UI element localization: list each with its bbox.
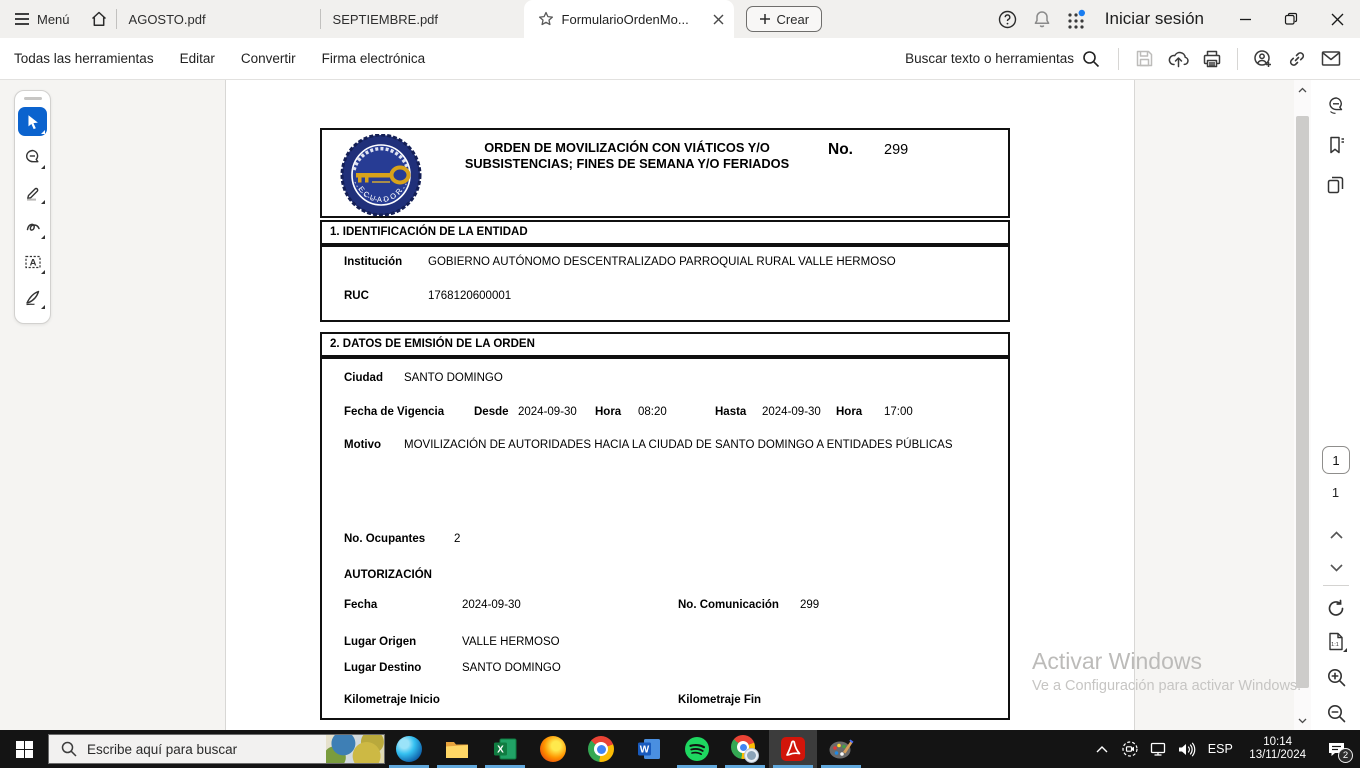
page-fit-button[interactable] <box>1319 626 1353 656</box>
tab-label: FormularioOrdenMo... <box>561 11 689 27</box>
plus-icon <box>759 13 771 25</box>
bell-icon <box>1033 10 1051 29</box>
section2-body-box <box>320 357 1010 720</box>
scrollbar-thumb[interactable] <box>1296 116 1309 688</box>
desde-value[interactable]: 2024-09-30 <box>518 406 577 418</box>
cursor-arrow-icon <box>24 113 41 130</box>
signature-pen-icon <box>24 288 42 306</box>
home-icon <box>90 10 108 28</box>
autorizacion-title: AUTORIZACIÓN <box>344 569 432 581</box>
quick-tools-palette <box>14 90 51 324</box>
tray-clock[interactable] <box>1241 736 1314 762</box>
sign-tool[interactable] <box>18 282 47 311</box>
search-label: Buscar texto o herramientas <box>905 51 1074 66</box>
tray-hidden-icons-button[interactable] <box>1089 730 1115 768</box>
menu-all-tools[interactable]: Todas las herramientas <box>14 51 154 66</box>
document-title: ORDEN DE MOVILIZACIÓN CON VIÁTICOS Y/O SUBSISTENCIAS; FINES DE SEMANA Y/O FERIADOS <box>464 140 790 171</box>
home-button[interactable] <box>82 0 116 38</box>
tray-time: 10:14 <box>1263 736 1293 748</box>
chrome-icon <box>588 736 614 762</box>
section1-header-box <box>320 220 1010 245</box>
edge-icon <box>396 736 422 762</box>
ruc-value[interactable]: 1768120600001 <box>428 290 512 302</box>
right-tools-rail <box>1311 80 1360 730</box>
menu-label: Menú <box>37 11 70 27</box>
order-no-label: No. <box>828 141 853 158</box>
page-number-input[interactable]: 1 <box>1322 446 1350 474</box>
minimize-button[interactable] <box>1222 0 1268 38</box>
search-box-art[interactable] <box>326 735 384 763</box>
vertical-scrollbar[interactable] <box>1294 80 1311 730</box>
ruc-label: RUC <box>344 290 369 302</box>
left-panel <box>0 80 226 730</box>
ciudad-label: Ciudad <box>344 372 383 384</box>
scroll-down-arrow[interactable] <box>1294 713 1311 728</box>
email-button[interactable] <box>1316 44 1346 74</box>
palette-drag-handle[interactable] <box>24 97 42 100</box>
svg-text:1:1: 1:1 <box>1331 641 1339 648</box>
taskbar-paint[interactable] <box>817 730 865 768</box>
toolbar-right <box>905 44 1360 74</box>
restore-button[interactable] <box>1268 0 1314 38</box>
file-explorer-icon <box>444 736 470 762</box>
ocupantes-value[interactable]: 2 <box>454 533 461 545</box>
pdf-form-page <box>320 128 1014 720</box>
hasta-label: Hasta <box>715 406 747 418</box>
menu-convert[interactable]: Convertir <box>240 51 296 66</box>
toolbar-divider <box>1118 48 1119 70</box>
right-side-panel <box>1134 80 1294 730</box>
tab-close-icon[interactable] <box>713 14 724 25</box>
comment-tool[interactable] <box>18 142 47 171</box>
draw-tool[interactable] <box>18 212 47 241</box>
hamburger-icon <box>14 12 30 26</box>
dropdown-corner <box>1343 648 1347 652</box>
rotate-page-button[interactable] <box>1319 593 1353 623</box>
taskbar-chrome-profile[interactable] <box>721 730 769 768</box>
seal-country-text: ECUADOR <box>356 184 406 205</box>
save-button[interactable] <box>1129 44 1159 74</box>
taskbar-word[interactable] <box>625 730 673 768</box>
hora1-label: Hora <box>595 406 622 418</box>
svg-text:X: X <box>497 744 504 756</box>
section2-header-box <box>320 332 1010 357</box>
fecha-value[interactable]: 2024-09-30 <box>462 599 521 611</box>
toolbar-menu <box>0 51 425 66</box>
help-icon <box>998 10 1017 29</box>
main-area <box>0 80 1360 730</box>
hora2-value[interactable]: 17:00 <box>884 406 913 418</box>
start-button[interactable] <box>0 730 48 768</box>
taskbar-excel[interactable] <box>481 730 529 768</box>
add-text-tool[interactable] <box>18 247 47 276</box>
action-center-button[interactable] <box>1316 730 1356 768</box>
search-placeholder: Escribe aquí para buscar <box>87 741 238 757</box>
page-thumbnails-button[interactable] <box>1319 170 1353 200</box>
watermark-line1: Activar Windows <box>1032 648 1202 674</box>
comments-panel-button[interactable] <box>1319 90 1353 120</box>
menu-edit[interactable]: Editar <box>179 51 215 66</box>
hora1-value[interactable]: 08:20 <box>638 406 667 418</box>
origen-label: Lugar Origen <box>344 636 417 648</box>
create-button[interactable] <box>746 6 823 32</box>
acrobat-icon <box>780 736 806 762</box>
help-button[interactable] <box>991 0 1025 38</box>
bookmarks-panel-button[interactable] <box>1319 130 1353 160</box>
destino-value[interactable]: SANTO DOMINGO <box>462 662 561 674</box>
scroll-up-arrow[interactable] <box>1294 82 1311 97</box>
zoom-out-button[interactable] <box>1319 698 1353 728</box>
taskbar-file-explorer[interactable] <box>433 730 481 768</box>
system-tray <box>1089 730 1360 768</box>
search-icon <box>61 741 77 757</box>
notifications-button[interactable] <box>1025 0 1059 38</box>
motivo-value[interactable]: MOVILIZACIÓN DE AUTORIDADES HACIA LA CIUDAD DE SANTO DOMINGO A ENTIDADES PÚBLICAS <box>404 439 953 451</box>
motivo-label: Motivo <box>344 439 382 451</box>
desde-label: Desde <box>474 406 509 418</box>
tab-formulario-active[interactable] <box>524 0 734 38</box>
notification-badge: 2 <box>1338 748 1353 763</box>
word-icon <box>636 736 662 762</box>
title-tab-bar <box>0 0 1360 38</box>
highlight-tool[interactable] <box>18 177 47 206</box>
vigencia-label: Fecha de Vigencia <box>344 406 445 418</box>
star-icon[interactable] <box>538 11 554 27</box>
windows-logo-icon <box>16 741 33 758</box>
titlebar-right <box>991 0 1360 38</box>
km-inicio-label: Kilometraje Inicio <box>344 694 440 706</box>
comment-bubble-icon <box>24 148 42 166</box>
entity-seal-logo <box>340 134 422 216</box>
language-indicator[interactable]: ESP <box>1207 742 1233 756</box>
taskbar-acrobat[interactable] <box>769 730 817 768</box>
apps-grid-button[interactable] <box>1059 0 1093 38</box>
share-link-button[interactable] <box>1282 44 1312 74</box>
rail-divider <box>1323 585 1349 586</box>
upload-cloud-button[interactable] <box>1163 44 1193 74</box>
print-button[interactable] <box>1197 44 1227 74</box>
svg-text:A: A <box>29 256 36 268</box>
hasta-value[interactable]: 2024-09-30 <box>762 406 821 418</box>
section2-title: 2. DATOS DE EMISIÓN DE LA ORDEN <box>330 338 535 350</box>
add-text-icon <box>24 253 42 271</box>
excel-icon <box>492 736 518 762</box>
search-tools-button[interactable] <box>905 50 1100 68</box>
next-page-button[interactable] <box>1319 553 1353 583</box>
watermark-line2: Ve a Configuración para activar Windows. <box>1032 678 1302 694</box>
apps-grid-icon <box>1066 9 1086 29</box>
toolbar-divider <box>1237 48 1238 70</box>
svg-text:W: W <box>639 744 650 756</box>
paint-icon <box>828 736 854 762</box>
taskbar-firefox[interactable] <box>529 730 577 768</box>
create-label: Crear <box>776 11 810 27</box>
highlighter-icon <box>24 183 42 201</box>
tab-agosto[interactable] <box>117 0 320 38</box>
volume-icon[interactable] <box>1173 730 1199 768</box>
origen-value[interactable]: VALLE HERMOSO <box>462 636 560 648</box>
section1-body-box <box>320 245 1010 322</box>
person-add-button[interactable] <box>1248 44 1278 74</box>
previous-page-button[interactable] <box>1319 520 1353 550</box>
institucion-value[interactable]: GOBIERNO AUTÓNOMO DESCENTRALIZADO PARROQUIAL RURAL VALLE HERMOSO <box>428 256 896 268</box>
taskbar-spotify[interactable] <box>673 730 721 768</box>
form-header-box <box>320 128 1010 218</box>
tab-label: AGOSTO.pdf <box>128 11 206 27</box>
spotify-icon <box>684 736 710 762</box>
ciudad-value[interactable]: SANTO DOMINGO <box>404 372 503 384</box>
page-total-label: 1 <box>1331 485 1340 500</box>
ocupantes-label: No. Ocupantes <box>344 533 426 545</box>
main-toolbar <box>0 38 1360 80</box>
draw-squiggle-icon <box>24 218 42 236</box>
search-icon <box>1082 50 1100 68</box>
km-fin-label: Kilometraje Fin <box>678 694 762 706</box>
tab-label: SEPTIEMBRE.pdf <box>332 11 439 27</box>
destino-label: Lugar Destino <box>344 662 422 674</box>
zoom-in-button[interactable] <box>1319 662 1353 692</box>
hora2-label: Hora <box>836 406 863 418</box>
taskbar-edge[interactable] <box>385 730 433 768</box>
firefox-icon <box>540 736 566 762</box>
document-canvas[interactable] <box>227 80 1133 730</box>
menu-esign[interactable]: Firma electrónica <box>321 51 426 66</box>
network-icon[interactable] <box>1145 730 1171 768</box>
comunicacion-value[interactable]: 299 <box>800 599 820 611</box>
windows-taskbar <box>0 730 1360 768</box>
close-button[interactable] <box>1314 0 1360 38</box>
taskbar-chrome[interactable] <box>577 730 625 768</box>
section1-title: 1. IDENTIFICACIÓN DE LA ENTIDAD <box>330 226 528 238</box>
chrome-profile-icon <box>731 735 759 763</box>
institucion-label: Institución <box>344 256 403 268</box>
fecha-label: Fecha <box>344 599 378 611</box>
menu-button[interactable] <box>0 0 82 38</box>
taskbar-search-input[interactable] <box>48 734 385 764</box>
sign-in-button[interactable]: Iniciar sesión <box>1104 9 1204 28</box>
order-no-value[interactable]: 299 <box>884 142 909 158</box>
tray-date: 13/11/2024 <box>1249 749 1306 761</box>
tab-septiembre[interactable] <box>321 0 524 38</box>
meet-now-icon[interactable] <box>1117 730 1143 768</box>
select-tool[interactable] <box>18 107 47 136</box>
comunicacion-label: No. Comunicación <box>678 599 779 611</box>
